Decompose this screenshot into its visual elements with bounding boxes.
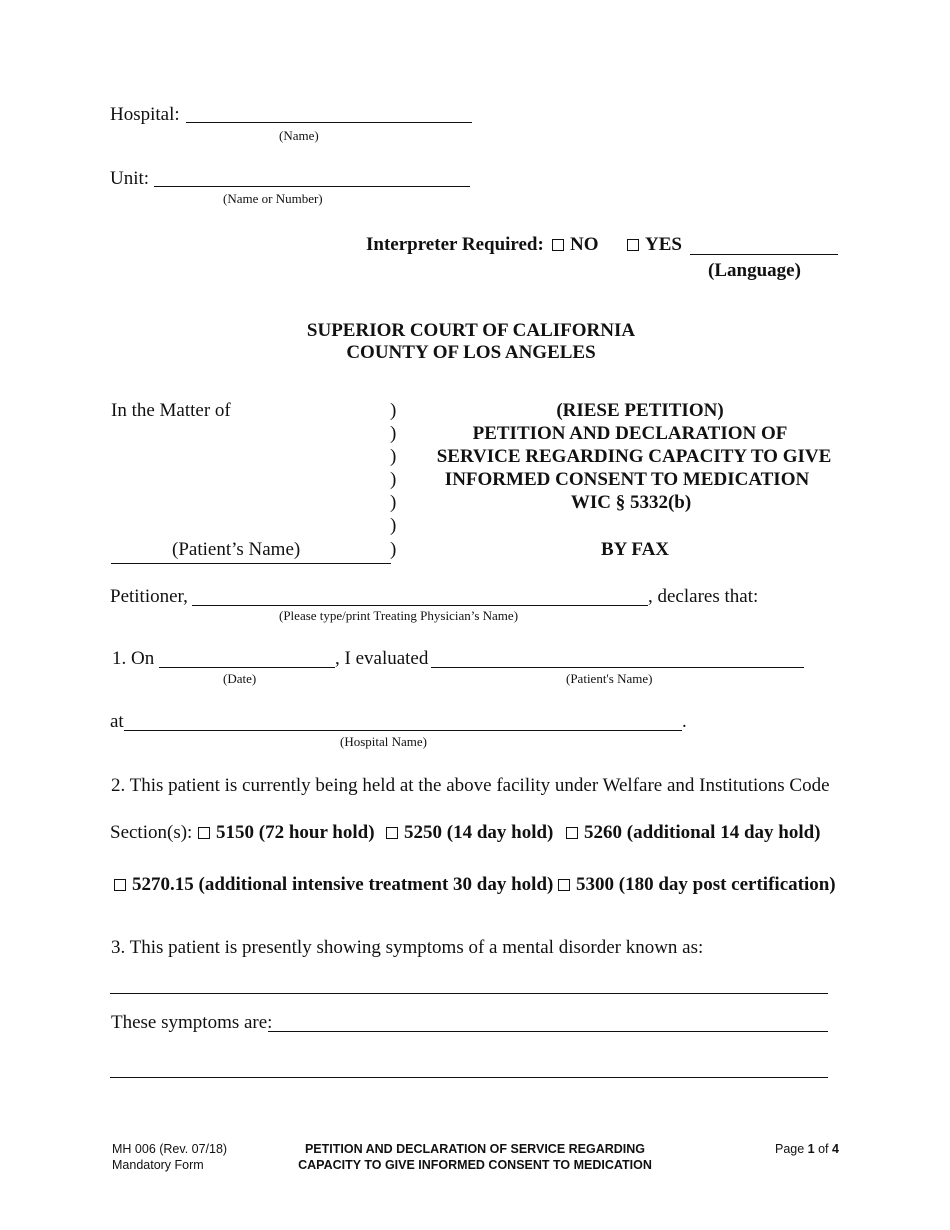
by-fax-label: BY FAX <box>600 539 670 560</box>
symptoms-field[interactable] <box>268 1009 828 1032</box>
section-5150-label: 5150 (72 hour hold) <box>216 822 375 843</box>
petition-title-line: (RIESE PETITION) <box>556 400 724 421</box>
item3-text: 3. This patient is presently showing symptoms of a mental disorder known as: <box>111 937 704 958</box>
evaluated-patient-field[interactable] <box>431 645 804 668</box>
interpreter-no-checkbox[interactable] <box>552 239 564 251</box>
item2-text: 2. This patient is currently being held at the above facility under Welfare and Institutions Code <box>111 775 830 796</box>
interpreter-yes-label: YES <box>645 234 682 255</box>
symptoms-continued-field[interactable] <box>110 1055 828 1078</box>
interpreter-no-label: NO <box>570 234 599 255</box>
section-5300-option[interactable] <box>558 874 836 896</box>
section-5260-checkbox[interactable] <box>566 827 578 839</box>
hospital-name-field[interactable] <box>186 100 472 123</box>
declares-text: , declares that: <box>648 586 759 607</box>
hospital-name-caption: (Hospital Name) <box>340 734 428 749</box>
page-current: 1 <box>807 1142 815 1156</box>
section-5250-checkbox[interactable] <box>386 827 398 839</box>
form-type: Mandatory Form <box>112 1158 204 1172</box>
sections-label: Section(s): <box>110 822 193 843</box>
petition-title-line: PETITION AND DECLARATION OF <box>472 423 788 444</box>
caption-paren: ) <box>390 539 397 560</box>
language-caption: (Language) <box>708 260 801 281</box>
caption-paren: ) <box>390 423 397 444</box>
evaluated-text: , I evaluated <box>335 648 429 669</box>
section-5150-checkbox[interactable] <box>198 827 210 839</box>
section-5300-checkbox[interactable] <box>558 879 570 891</box>
interpreter-no-option[interactable] <box>552 234 599 256</box>
petitioner-label: Petitioner, <box>110 586 188 607</box>
evaluation-date-field[interactable] <box>159 645 335 668</box>
interpreter-yes-option[interactable] <box>627 234 682 256</box>
interpreter-label: Interpreter Required: <box>366 234 544 255</box>
at-period: . <box>682 711 687 732</box>
item1-on-label: 1. On <box>112 648 155 669</box>
unit-label: Unit: <box>110 168 150 189</box>
form-number: MH 006 (Rev. 07/18) <box>112 1142 228 1156</box>
court-name: SUPERIOR COURT OF CALIFORNIA <box>306 320 636 341</box>
section-5300-label: 5300 (180 day post certification) <box>576 874 836 895</box>
page-indicator <box>775 1142 839 1156</box>
footer-title-line2: CAPACITY TO GIVE INFORMED CONSENT TO MEDICATION <box>298 1158 652 1172</box>
page-total: 4 <box>832 1142 839 1156</box>
petition-title-line: SERVICE REGARDING CAPACITY TO GIVE <box>436 446 832 467</box>
in-matter-label: In the Matter of <box>111 400 231 421</box>
caption-paren: ) <box>390 446 397 467</box>
section-5250-option[interactable] <box>386 822 553 844</box>
mental-disorder-field[interactable] <box>110 971 828 994</box>
section-5260-option[interactable] <box>566 822 821 844</box>
caption-paren: ) <box>390 492 397 513</box>
section-527015-checkbox[interactable] <box>114 879 126 891</box>
page-of: of <box>814 1142 832 1156</box>
caption-paren: ) <box>390 515 397 536</box>
footer-title-line1: PETITION AND DECLARATION OF SERVICE REGARDING <box>304 1142 646 1156</box>
petition-title-line: WIC § 5332(b) <box>570 492 692 513</box>
hospital-label: Hospital: <box>110 104 180 125</box>
interpreter-language-field[interactable] <box>690 232 838 255</box>
unit-caption: (Name or Number) <box>223 191 323 206</box>
court-county: COUNTY OF LOS ANGELES <box>346 342 596 363</box>
petition-title-line: INFORMED CONSENT TO MEDICATION <box>444 469 810 490</box>
section-527015-option[interactable] <box>114 874 553 896</box>
section-5250-label: 5250 (14 day hold) <box>404 822 554 843</box>
date-caption: (Date) <box>223 671 257 686</box>
at-label: at <box>110 711 124 732</box>
hospital-name-caption: (Name) <box>279 128 319 143</box>
unit-field[interactable] <box>154 164 470 187</box>
interpreter-yes-checkbox[interactable] <box>627 239 639 251</box>
section-527015-label: 5270.15 (additional intensive treatment 30 day hold) <box>132 874 554 895</box>
caption-paren: ) <box>390 400 397 421</box>
treating-physician-field[interactable] <box>192 583 648 606</box>
patient-caption: (Patient's Name) <box>566 671 653 686</box>
section-5150-option[interactable] <box>198 822 375 844</box>
page-prefix: Page <box>775 1142 808 1156</box>
physician-caption: (Please type/print Treating Physician’s Name) <box>279 608 519 623</box>
hospital-location-field[interactable] <box>124 708 682 731</box>
patient-name-caption: (Patient’s Name) <box>172 539 301 560</box>
caption-paren: ) <box>390 469 397 490</box>
symptoms-label: These symptoms are: <box>111 1012 273 1033</box>
section-5260-label: 5260 (additional 14 day hold) <box>584 822 821 843</box>
